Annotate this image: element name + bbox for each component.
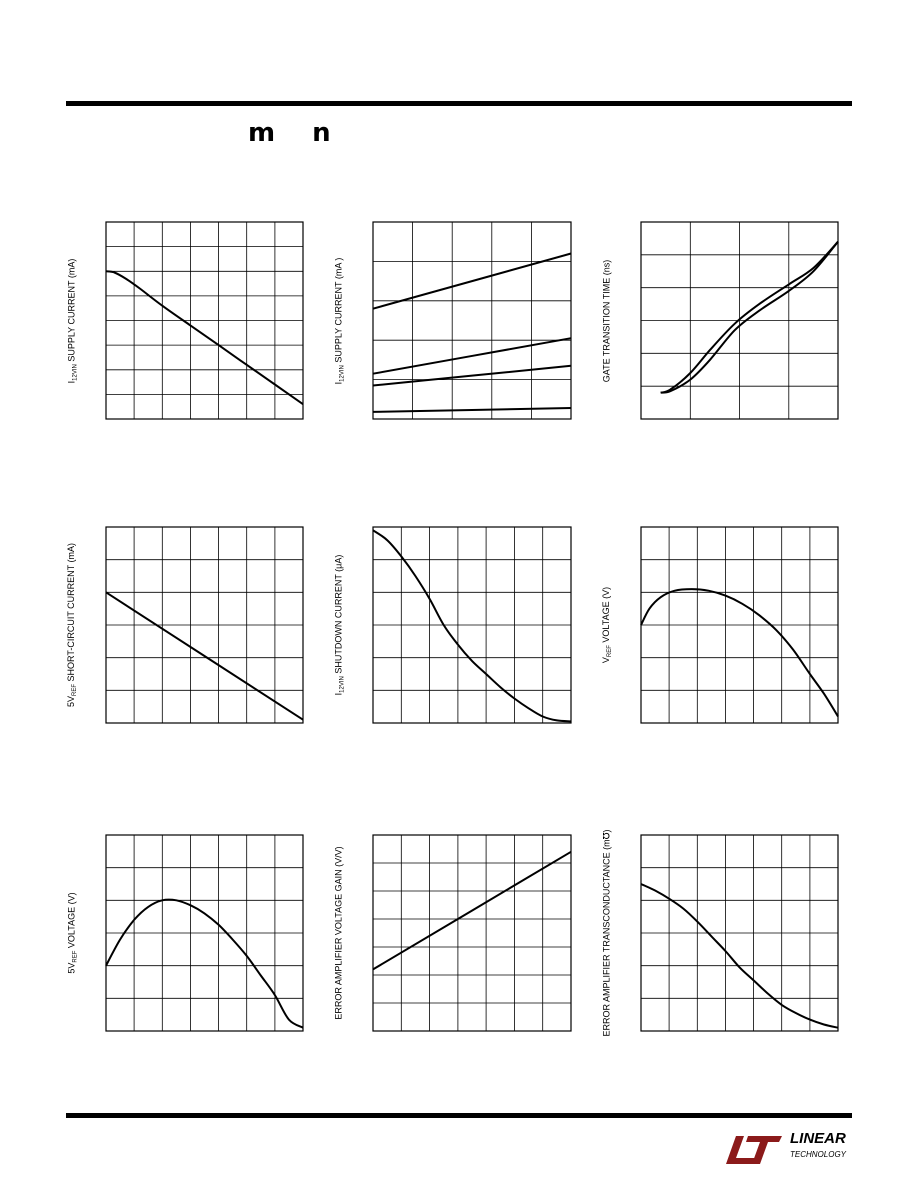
chart-7-series-1-line — [106, 900, 303, 1028]
chart-6 — [641, 527, 838, 723]
chart-2 — [373, 222, 571, 419]
bottom-rule — [66, 1113, 852, 1118]
y-axis-label-symbol: 5V — [66, 962, 77, 974]
chart-1 — [106, 222, 303, 419]
chart-3-series-2-line — [661, 242, 838, 393]
y-axis-label-text: SHORT-CIRCUIT CURRENT (mA) — [66, 542, 77, 684]
y-axis-label-subscript: REF — [607, 645, 614, 658]
chart-6-series-1-line — [641, 589, 838, 716]
chart-9 — [641, 835, 838, 1031]
y-axis-label-text: SHUTDOWN CURRENT (μA) — [332, 554, 343, 677]
chart-8-series-1-line — [373, 852, 571, 970]
chart-2-y-axis-label — [333, 257, 347, 384]
chart-5-series-1-line — [373, 530, 571, 721]
y-axis-label-subscript: REF — [72, 950, 79, 963]
chart-2-plot — [373, 222, 571, 419]
y-axis-label-symbol: I — [332, 381, 343, 384]
y-axis-label-subscript: 12VIN — [71, 363, 78, 381]
chart-7 — [106, 835, 303, 1031]
y-axis-label-subscript: 12VIN — [338, 676, 345, 693]
y-axis-label-symbol: V — [601, 657, 612, 664]
chart-4-y-axis-label — [66, 543, 80, 707]
section-heading: m n — [248, 118, 345, 148]
logo-subtitle: TECHNOLOGY — [790, 1150, 847, 1159]
y-axis-label-subscript: REF — [72, 684, 79, 696]
y-axis-label-text: SUPPLY CURRENT (mA ) — [332, 257, 343, 365]
chart-1-series-1-line — [106, 271, 303, 404]
plot-frame — [373, 222, 571, 419]
logo-wordmark: LINEAR — [790, 1130, 846, 1147]
chart-8 — [373, 835, 571, 1031]
y-axis-label-symbol: 5V — [66, 696, 77, 708]
chart-5-plot — [373, 527, 571, 723]
chart-3-y-axis-label — [601, 259, 615, 382]
chart-4-plot — [106, 527, 303, 723]
y-axis-label-text: SUPPLY CURRENT (mA) — [65, 258, 76, 364]
y-axis-label-text: GATE TRANSITION TIME (ns) — [600, 259, 611, 382]
chart-7-plot — [106, 835, 303, 1031]
chart-9-plot — [641, 835, 838, 1031]
plot-frame — [373, 835, 571, 1031]
y-axis-label-text: VOLTAGE (V) — [601, 586, 612, 646]
y-axis-label-text: VOLTAGE (V) — [66, 892, 77, 951]
chart-1-y-axis-label — [66, 258, 80, 383]
y-axis-label-text: ERROR AMPLIFIER VOLTAGE GAIN (V/V) — [333, 846, 344, 1020]
chart-4-series-1-line — [106, 592, 303, 719]
chart-5 — [373, 527, 571, 723]
chart-7-y-axis-label — [66, 892, 80, 973]
y-axis-label-symbol: I — [332, 692, 343, 696]
chart-8-plot — [373, 835, 571, 1031]
y-axis-label-text: ERROR AMPLIFIER TRANSCONDUCTANCE (m℧) — [601, 829, 612, 1037]
chart-9-y-axis-label — [601, 829, 615, 1036]
chart-2-series-4-line — [373, 408, 571, 412]
chart-6-plot — [641, 527, 838, 723]
chart-6-y-axis-label — [601, 587, 615, 663]
chart-3 — [641, 222, 838, 419]
chart-4 — [106, 527, 303, 723]
chart-9-series-1-line — [641, 884, 838, 1028]
chart-3-plot — [641, 222, 838, 419]
top-rule — [66, 101, 852, 106]
chart-5-y-axis-label — [333, 555, 347, 696]
y-axis-label-symbol: I — [65, 380, 76, 383]
chart-1-plot — [106, 222, 303, 419]
y-axis-label-subscript: 12VIN — [338, 364, 345, 382]
chart-8-y-axis-label — [333, 846, 347, 1019]
